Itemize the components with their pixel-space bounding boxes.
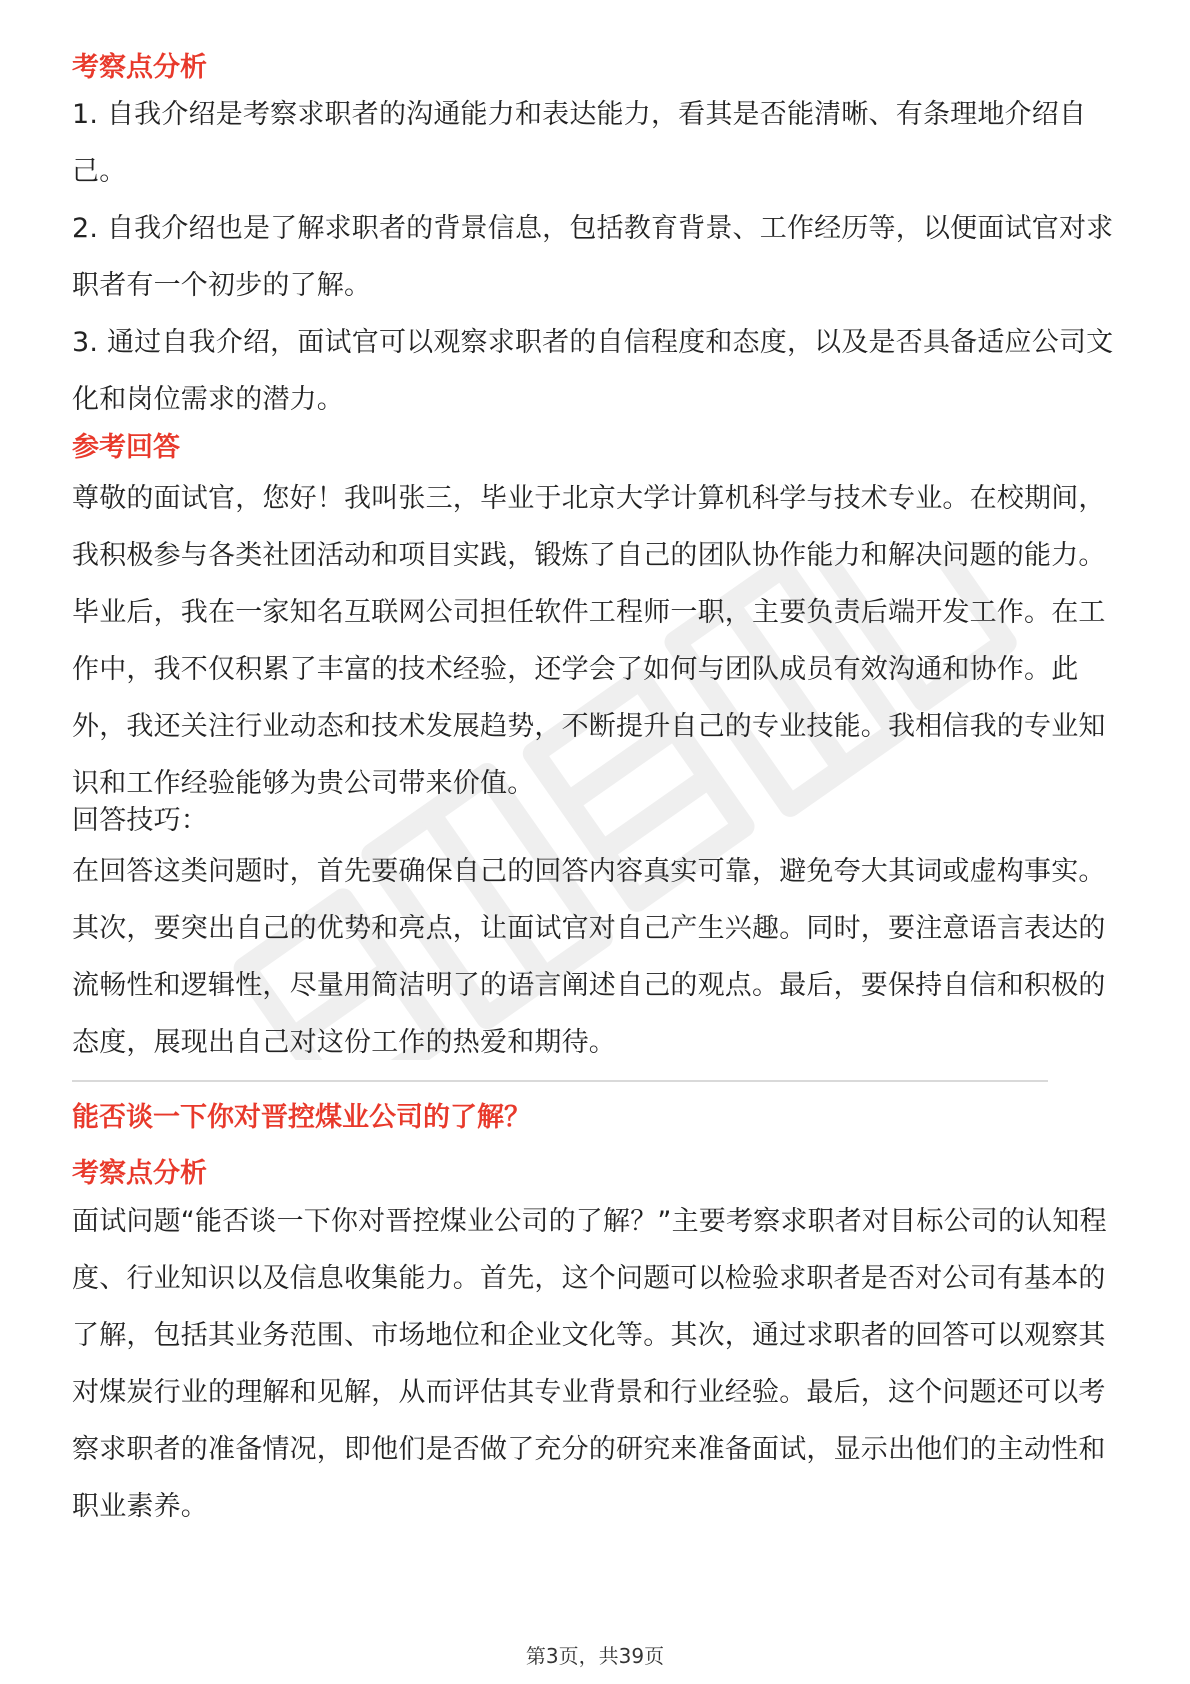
answer-heading: 参考回答: [72, 432, 180, 463]
analysis-heading-2: 考察点分析: [72, 1158, 207, 1189]
section-divider: [72, 1080, 1048, 1082]
question-title: 能否谈一下你对晋控煤业公司的了解？: [72, 1102, 531, 1133]
analysis-text-2: 面试问题“能否谈一下你对晋控煤业公司的了解？”主要考察求职者对目标公司的认知程度、行业知识以及信息收集能力。首先，这个问题可以检验求职者是否对公司有基本的了解，包括其业务范围、市场地位和企业文化等。其次，通过求职者的回答可以观察其对煤炭行业的理解和见解，从而评估其专业背景和行业经验。最后，这个问题还可以考察求职者的准备情况，即他们是否做了充分的研究来准备面试，显示出他们的主动性和职业素养。: [72, 1206, 1107, 1522]
answer-text: 尊敬的面试官，您好！我叫张三，毕业于北京大学计算机科学与技术专业。在校期间，我积极参与各类社团活动和项目实践，锻炼了自己的团队协作能力和解决问题的能力。毕业后，我在一家知名互联网公司担任软件工程师一职，主要负责后端开发工作。在工作中，我不仅积累了丰富的技术经验，还学会了如何与团队成员有效沟通和协作。此外，我还关注行业动态和技术发展趋势，不断提升自己的专业技能。我相信我的专业知识和工作经验能够为贵公司带来价值。: [72, 483, 1106, 799]
tips-text: 在回答这类问题时，首先要确保自己的回答内容真实可靠，避免夸大其词或虚构事实。其次，要突出自己的优势和亮点，让面试官对自己产生兴趣。同时，要注意语言表达的流畅性和逻辑性，尽量用简洁明了的语言阐述自己的观点。最后，要保持自信和积极的态度，展现出自己对这份工作的热爱和期待。: [72, 856, 1106, 1058]
analysis-list: [72, 86, 1120, 428]
analysis-heading: 考察点分析: [72, 52, 207, 83]
analysis-item: 1. 自我介绍是考察求职者的沟通能力和表达能力，看其是否能清晰、有条理地介绍自己。: [72, 99, 1087, 187]
page-number: 第3页，共39页: [525, 1644, 665, 1668]
tips-label: 回答技巧：: [72, 805, 208, 836]
analysis-item: 3. 通过自我介绍，面试官可以观察求职者的自信程度和态度，以及是否具备适应公司文化和岗位需求的潜力。: [72, 327, 1114, 415]
analysis-item: 2. 自我介绍也是了解求职者的背景信息，包括教育背景、工作经历等，以便面试官对求职者有一个初步的了解。: [72, 213, 1114, 301]
